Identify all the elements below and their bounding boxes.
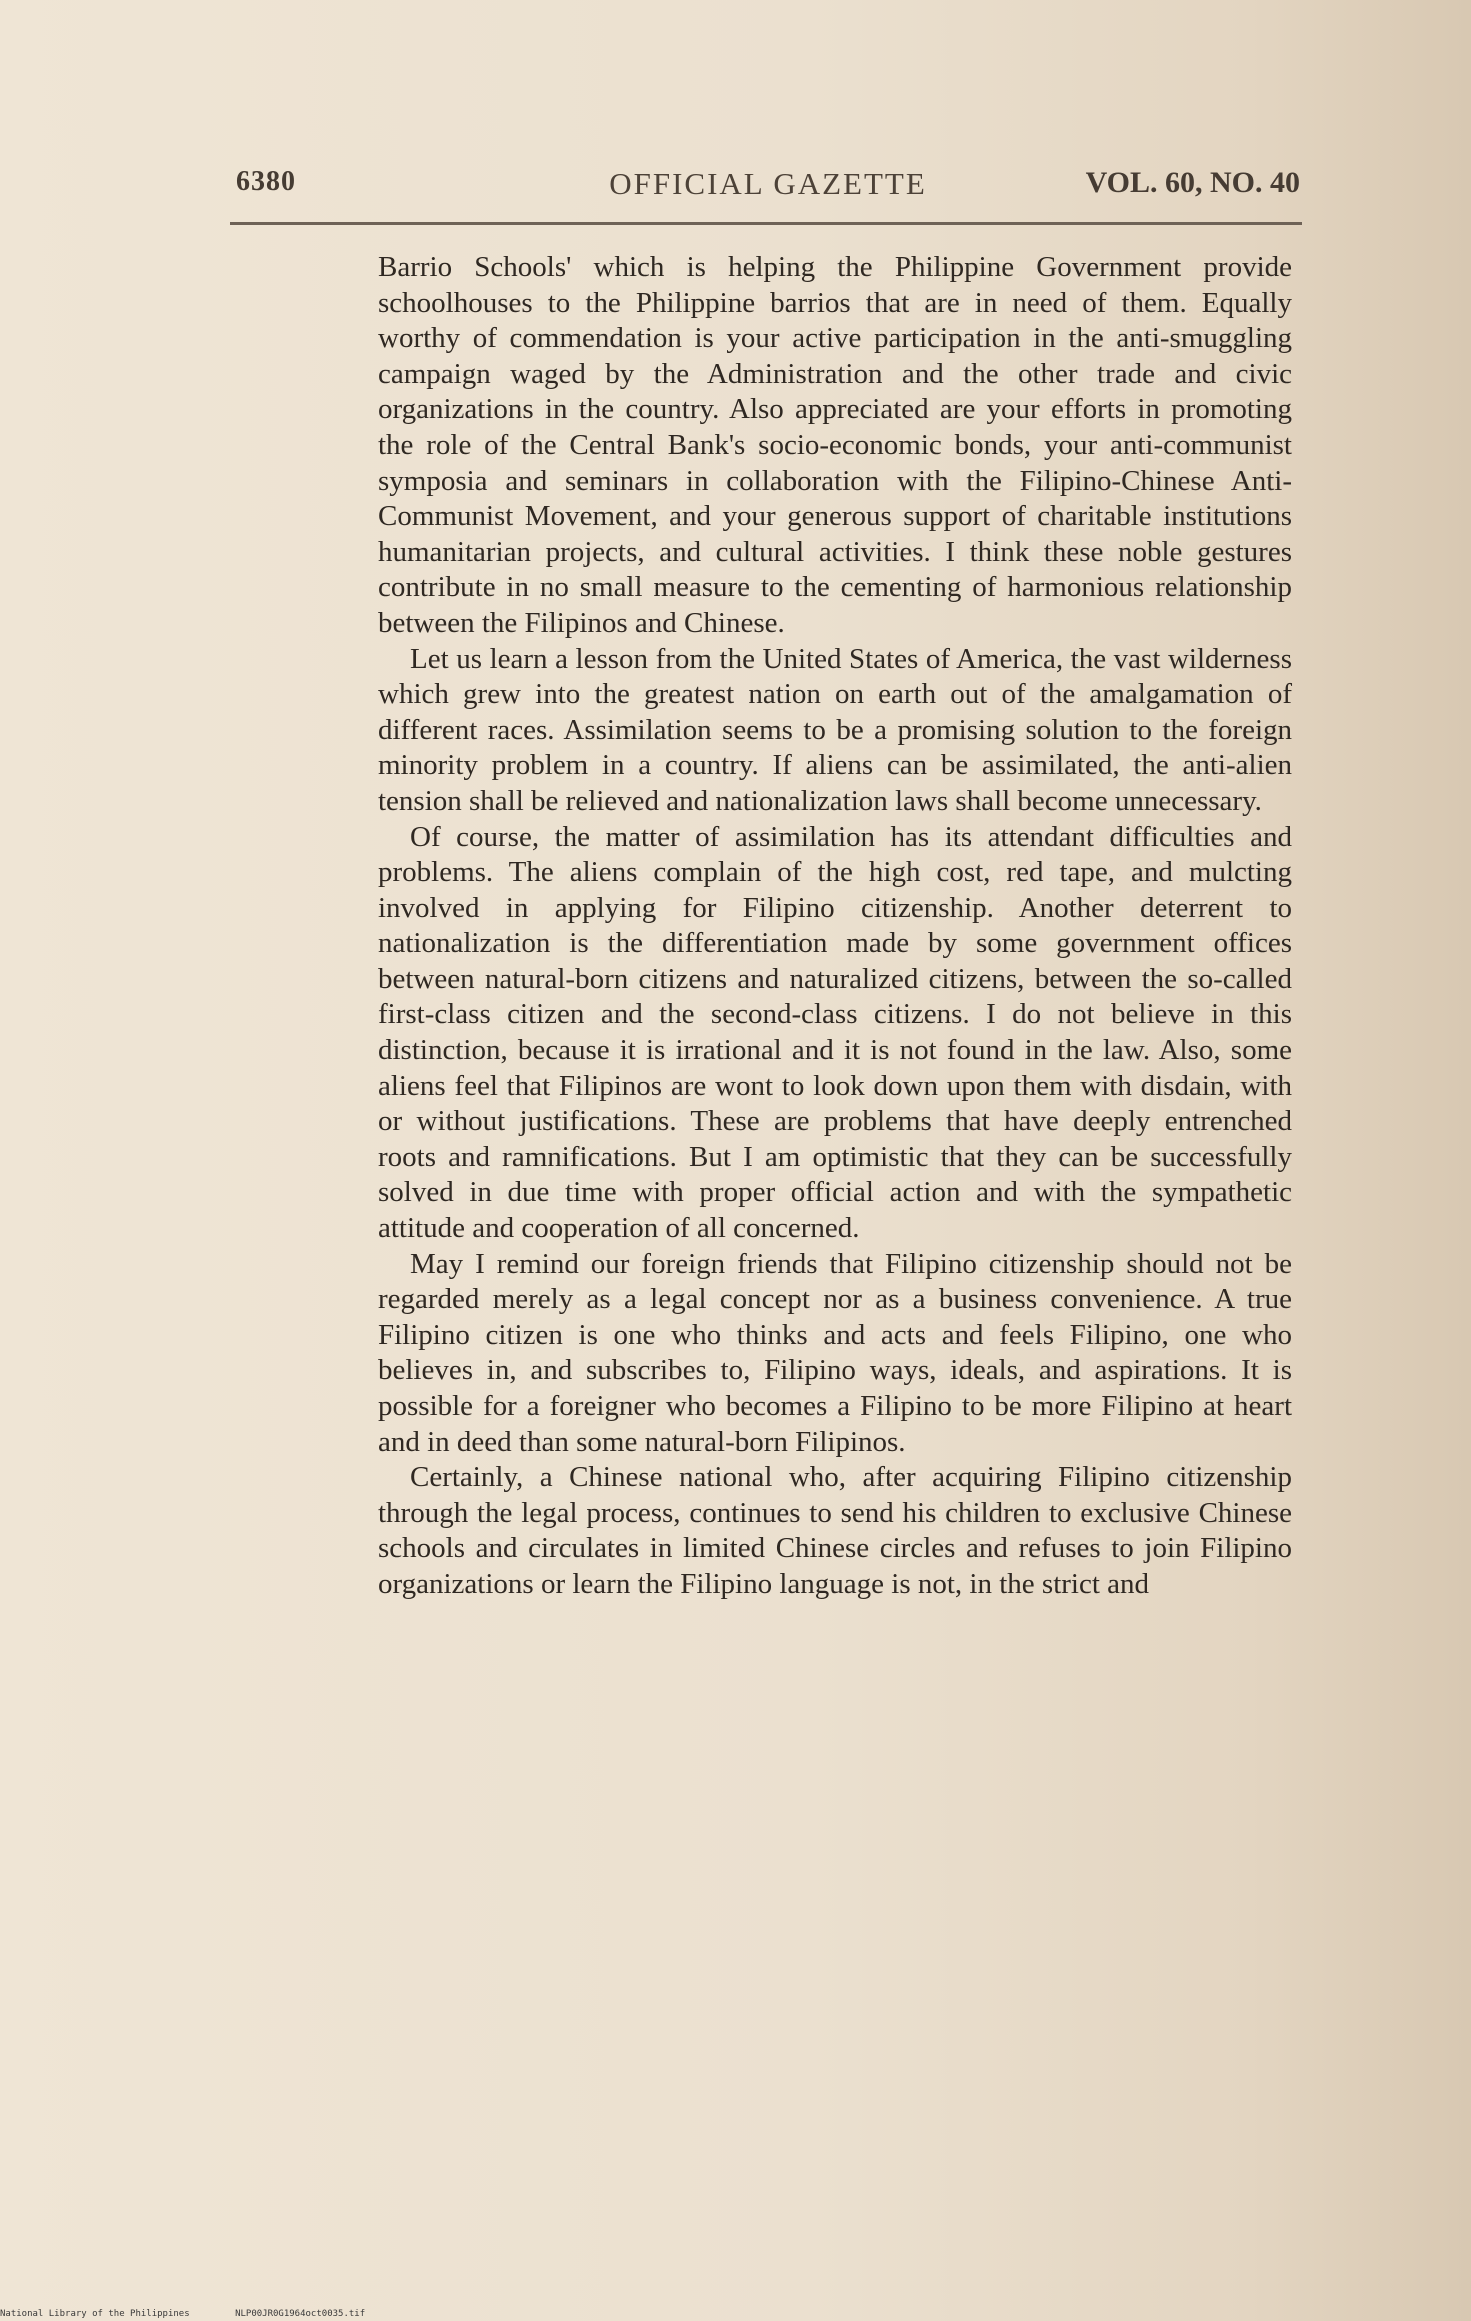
paragraph-1: Barrio Schools' which is helping the Philippine Government provide schoolhouses to the Philippine barrios that are in need of them. Equally worthy of commendation is your active participation in the anti-smuggling campaign waged by the Administration and the other trade and civic organizations in the country. Also appreciated are your efforts in promoting the role of the Central Bank's socio-economic bonds, your anti-communist symposia and seminars in collaboration with the Filipino-Chinese Anti-Communist Movement, and your generous support of charitable institutions humanitarian projects, and cultural activities. I think these noble gestures contribute in no small measure to the cementing of harmonious relationship between the Filipinos and Chinese.: [378, 251, 1292, 639]
header-rule: [230, 222, 1302, 225]
library-credit: National Library of the Philippines: [0, 2309, 190, 2319]
paragraph-5: Certainly, a Chinese national who, after acquiring Filipino citizenship through the legal process, continues to send his children to exclusive Chinese schools and circulates in limited Chinese circles and refuses to join Filipino organizations or learn the Filipino language is not, in the strict and: [378, 1461, 1292, 1600]
paragraph-4: May I remind our foreign friends that Filipino citizenship should not be regarded merely as a legal concept nor as a business convenience. A true Filipino citizen is one who thinks and acts and feels Filipino, one who believes in, and subscribes to, Filipino ways, ideals, and aspirations. It is possible for a foreigner who becomes a Filipino to be more Filipino at heart and in deed than some natural-born Filipinos.: [378, 1247, 1292, 1458]
page-number: 6380: [236, 166, 296, 197]
article-body: [378, 250, 1292, 1603]
volume-number: VOL. 60, NO. 40: [1085, 166, 1300, 199]
gazette-title: OFFICIAL GAZETTE: [609, 166, 927, 201]
page-header: [236, 166, 1300, 210]
file-name: NLP00JR0G1964oct0035.tif: [235, 2309, 366, 2319]
paragraph-2: Let us learn a lesson from the United States of America, the vast wilderness which grew into the greatest nation on earth out of the amalgamation of different races. Assimilation seems to be a promising solution to the foreign minority problem in a country. If aliens can be assimilated, the anti-alien tension shall be relieved and nationalization laws shall become unnecessary.: [378, 642, 1292, 817]
scan-footer: [0, 2309, 405, 2319]
paragraph-3: Of course, the matter of assimilation has its attendant difficulties and problems. The aliens complain of the high cost, red tape, and mulcting involved in applying for Filipino citizenship. Another deterrent to nationalization is the differentiation made by some government offices between natural-born citizens and naturalized citizens, between the so-called first-class citizen and the second-class citizens. I do not believe in this distinction, because it is irrational and it is not found in the law. Also, some aliens feel that Filipinos are wont to look down upon them with disdain, with or without justifications. These are problems that have deeply entrenched roots and ramnifications. But I am optimistic that they can be successfully solved in due time with proper official action and with the sympathetic attitude and cooperation of all concerned.: [378, 820, 1292, 1245]
